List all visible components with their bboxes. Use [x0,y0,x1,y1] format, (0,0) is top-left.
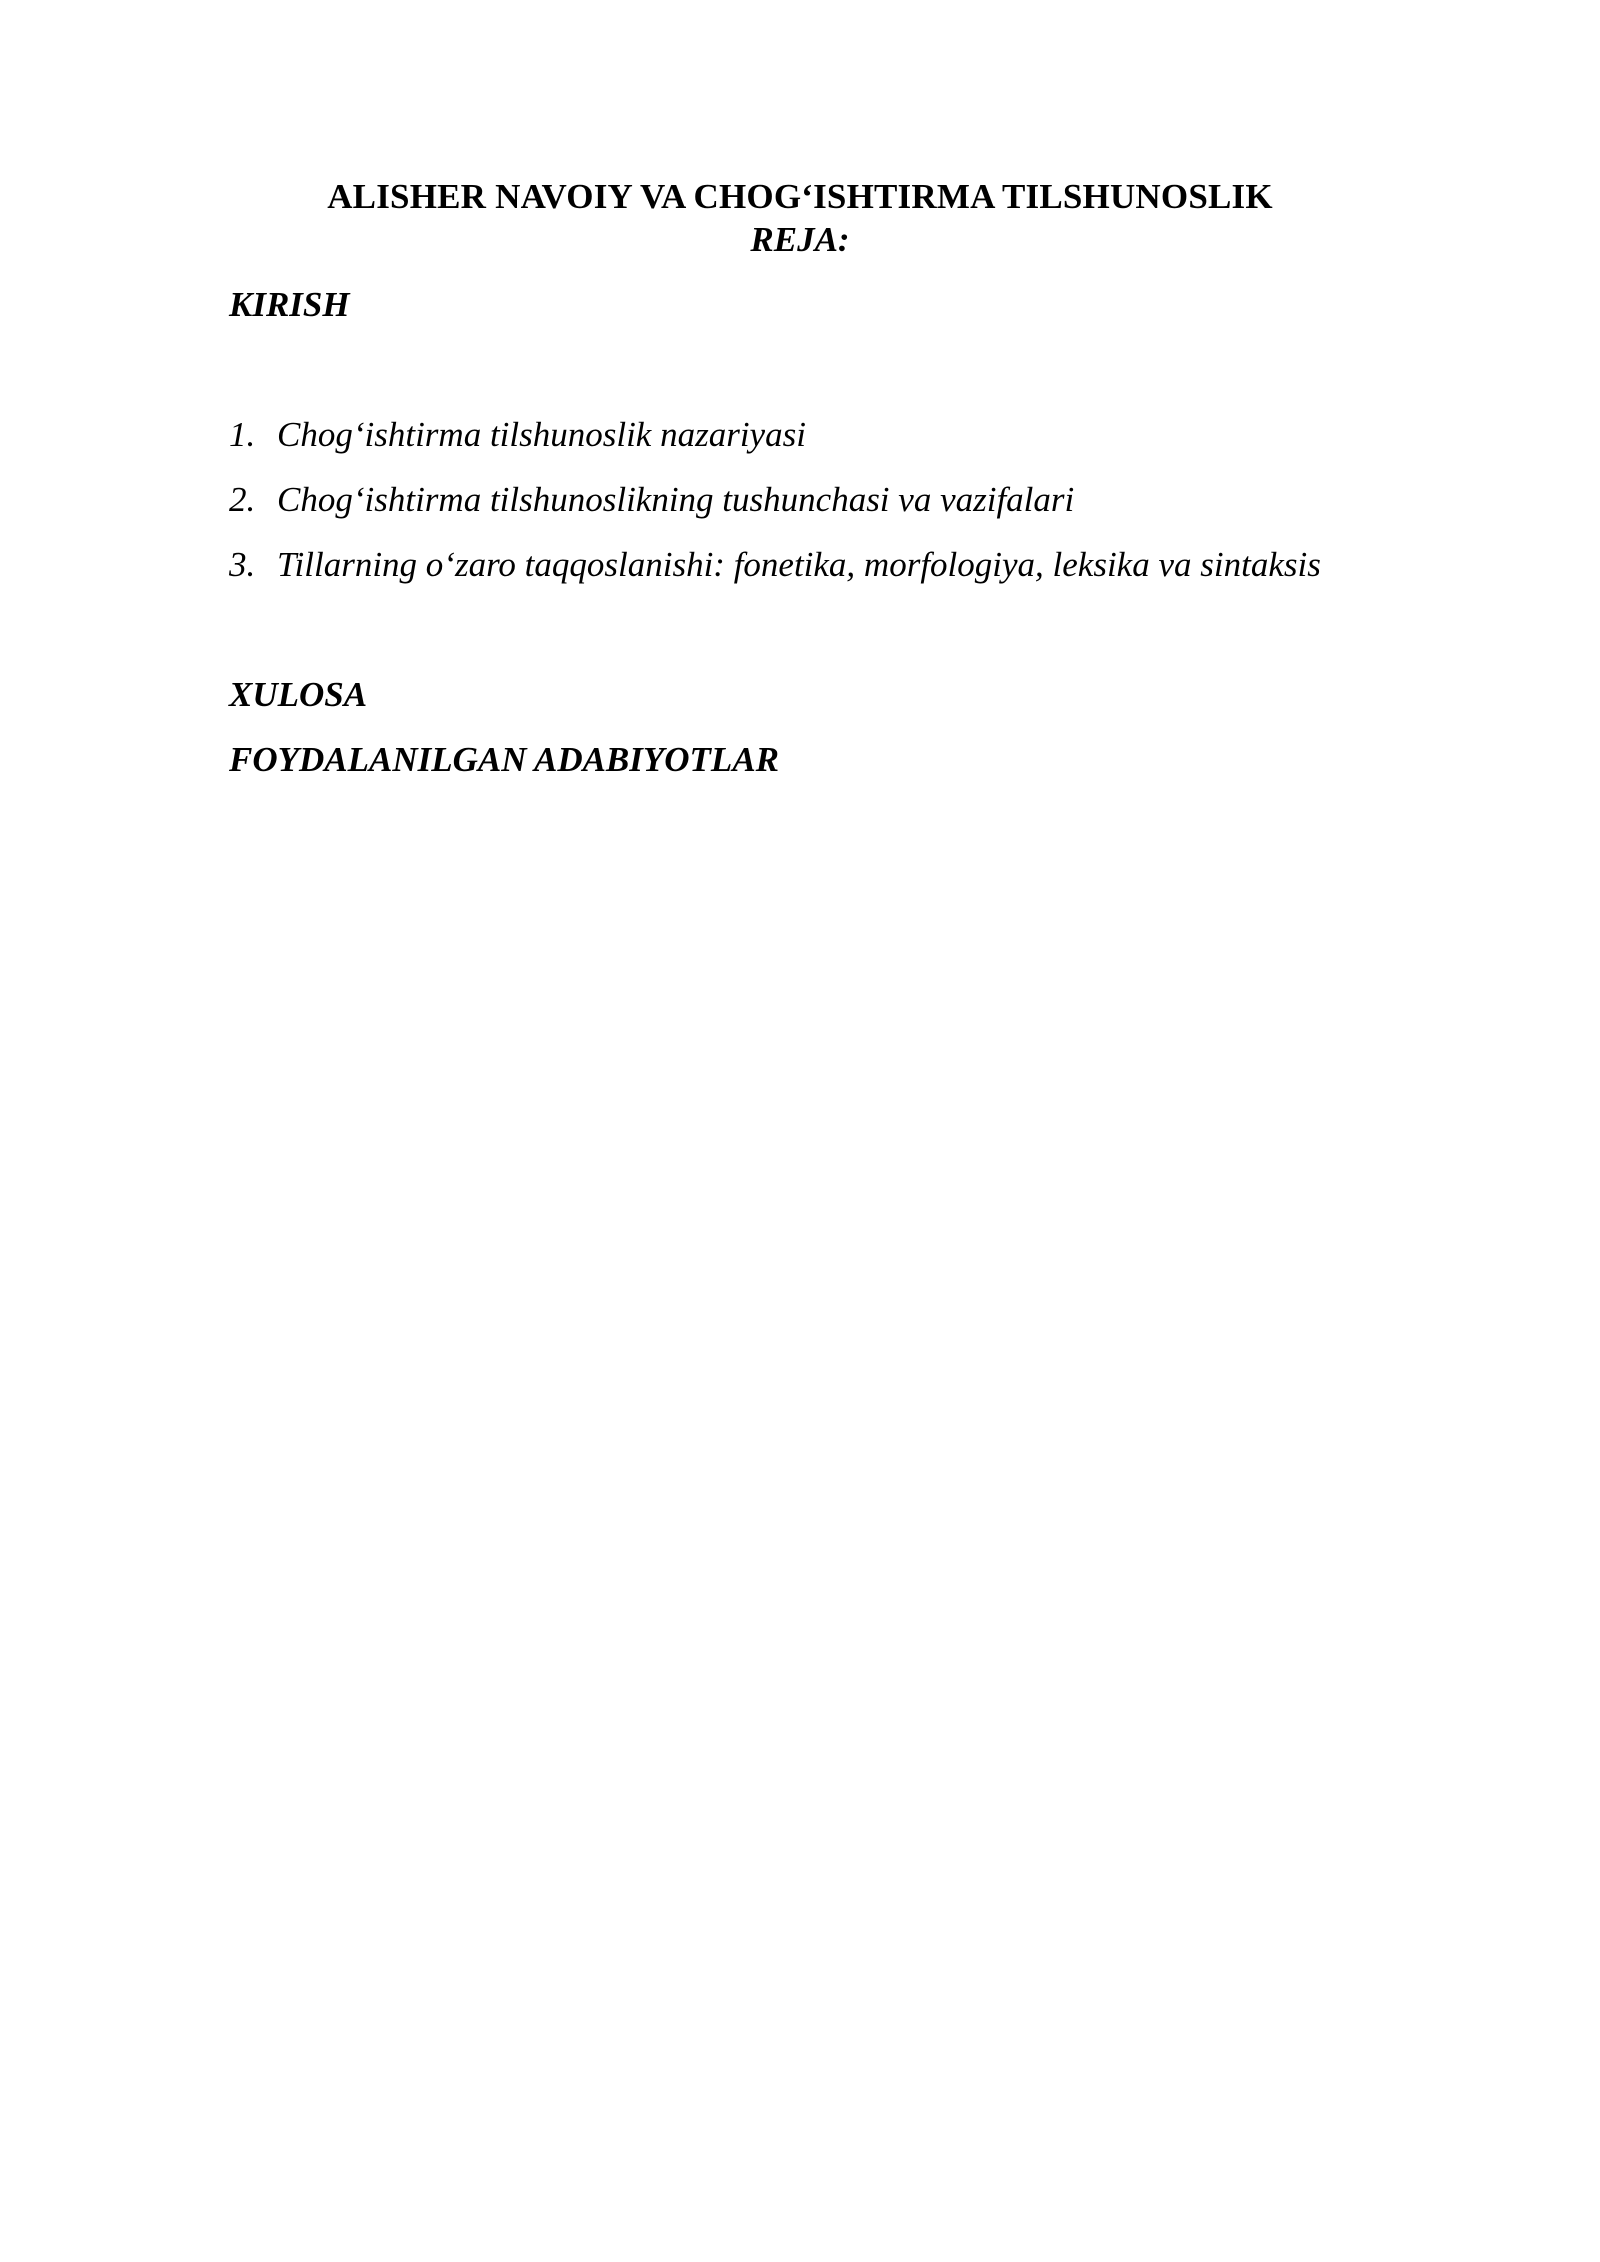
plan-item-text: Chog‘ishtirma tilshunoslik nazariyasi [277,415,806,454]
document-title: ALISHER NAVOIY VA CHOG‘ISHTIRMA TILSHUNOSLIK [327,177,1273,217]
plan-item-1 [229,413,1479,478]
conclusion-heading: XULOSA [229,675,368,714]
plan-item-number: 2. [229,480,256,519]
introduction-heading: KIRISH [229,285,350,324]
plan-item-3 [229,543,1479,608]
plan-item-text: Tillarning o‘zaro taqqoslanishi: fonetika, morfologiya, leksika va sintaksis [277,545,1321,584]
plan-item-number: 3. [229,545,256,584]
plan-item-text: Chog‘ishtirma tilshunoslikning tushunchasi va vazifalari [277,480,1075,519]
references-heading: FOYDALANILGAN ADABIYOTLAR [229,740,780,779]
plan-list [229,413,1479,608]
plan-label: REJA: [750,220,850,259]
plan-item-number: 1. [229,415,256,454]
plan-item-2 [229,478,1479,543]
